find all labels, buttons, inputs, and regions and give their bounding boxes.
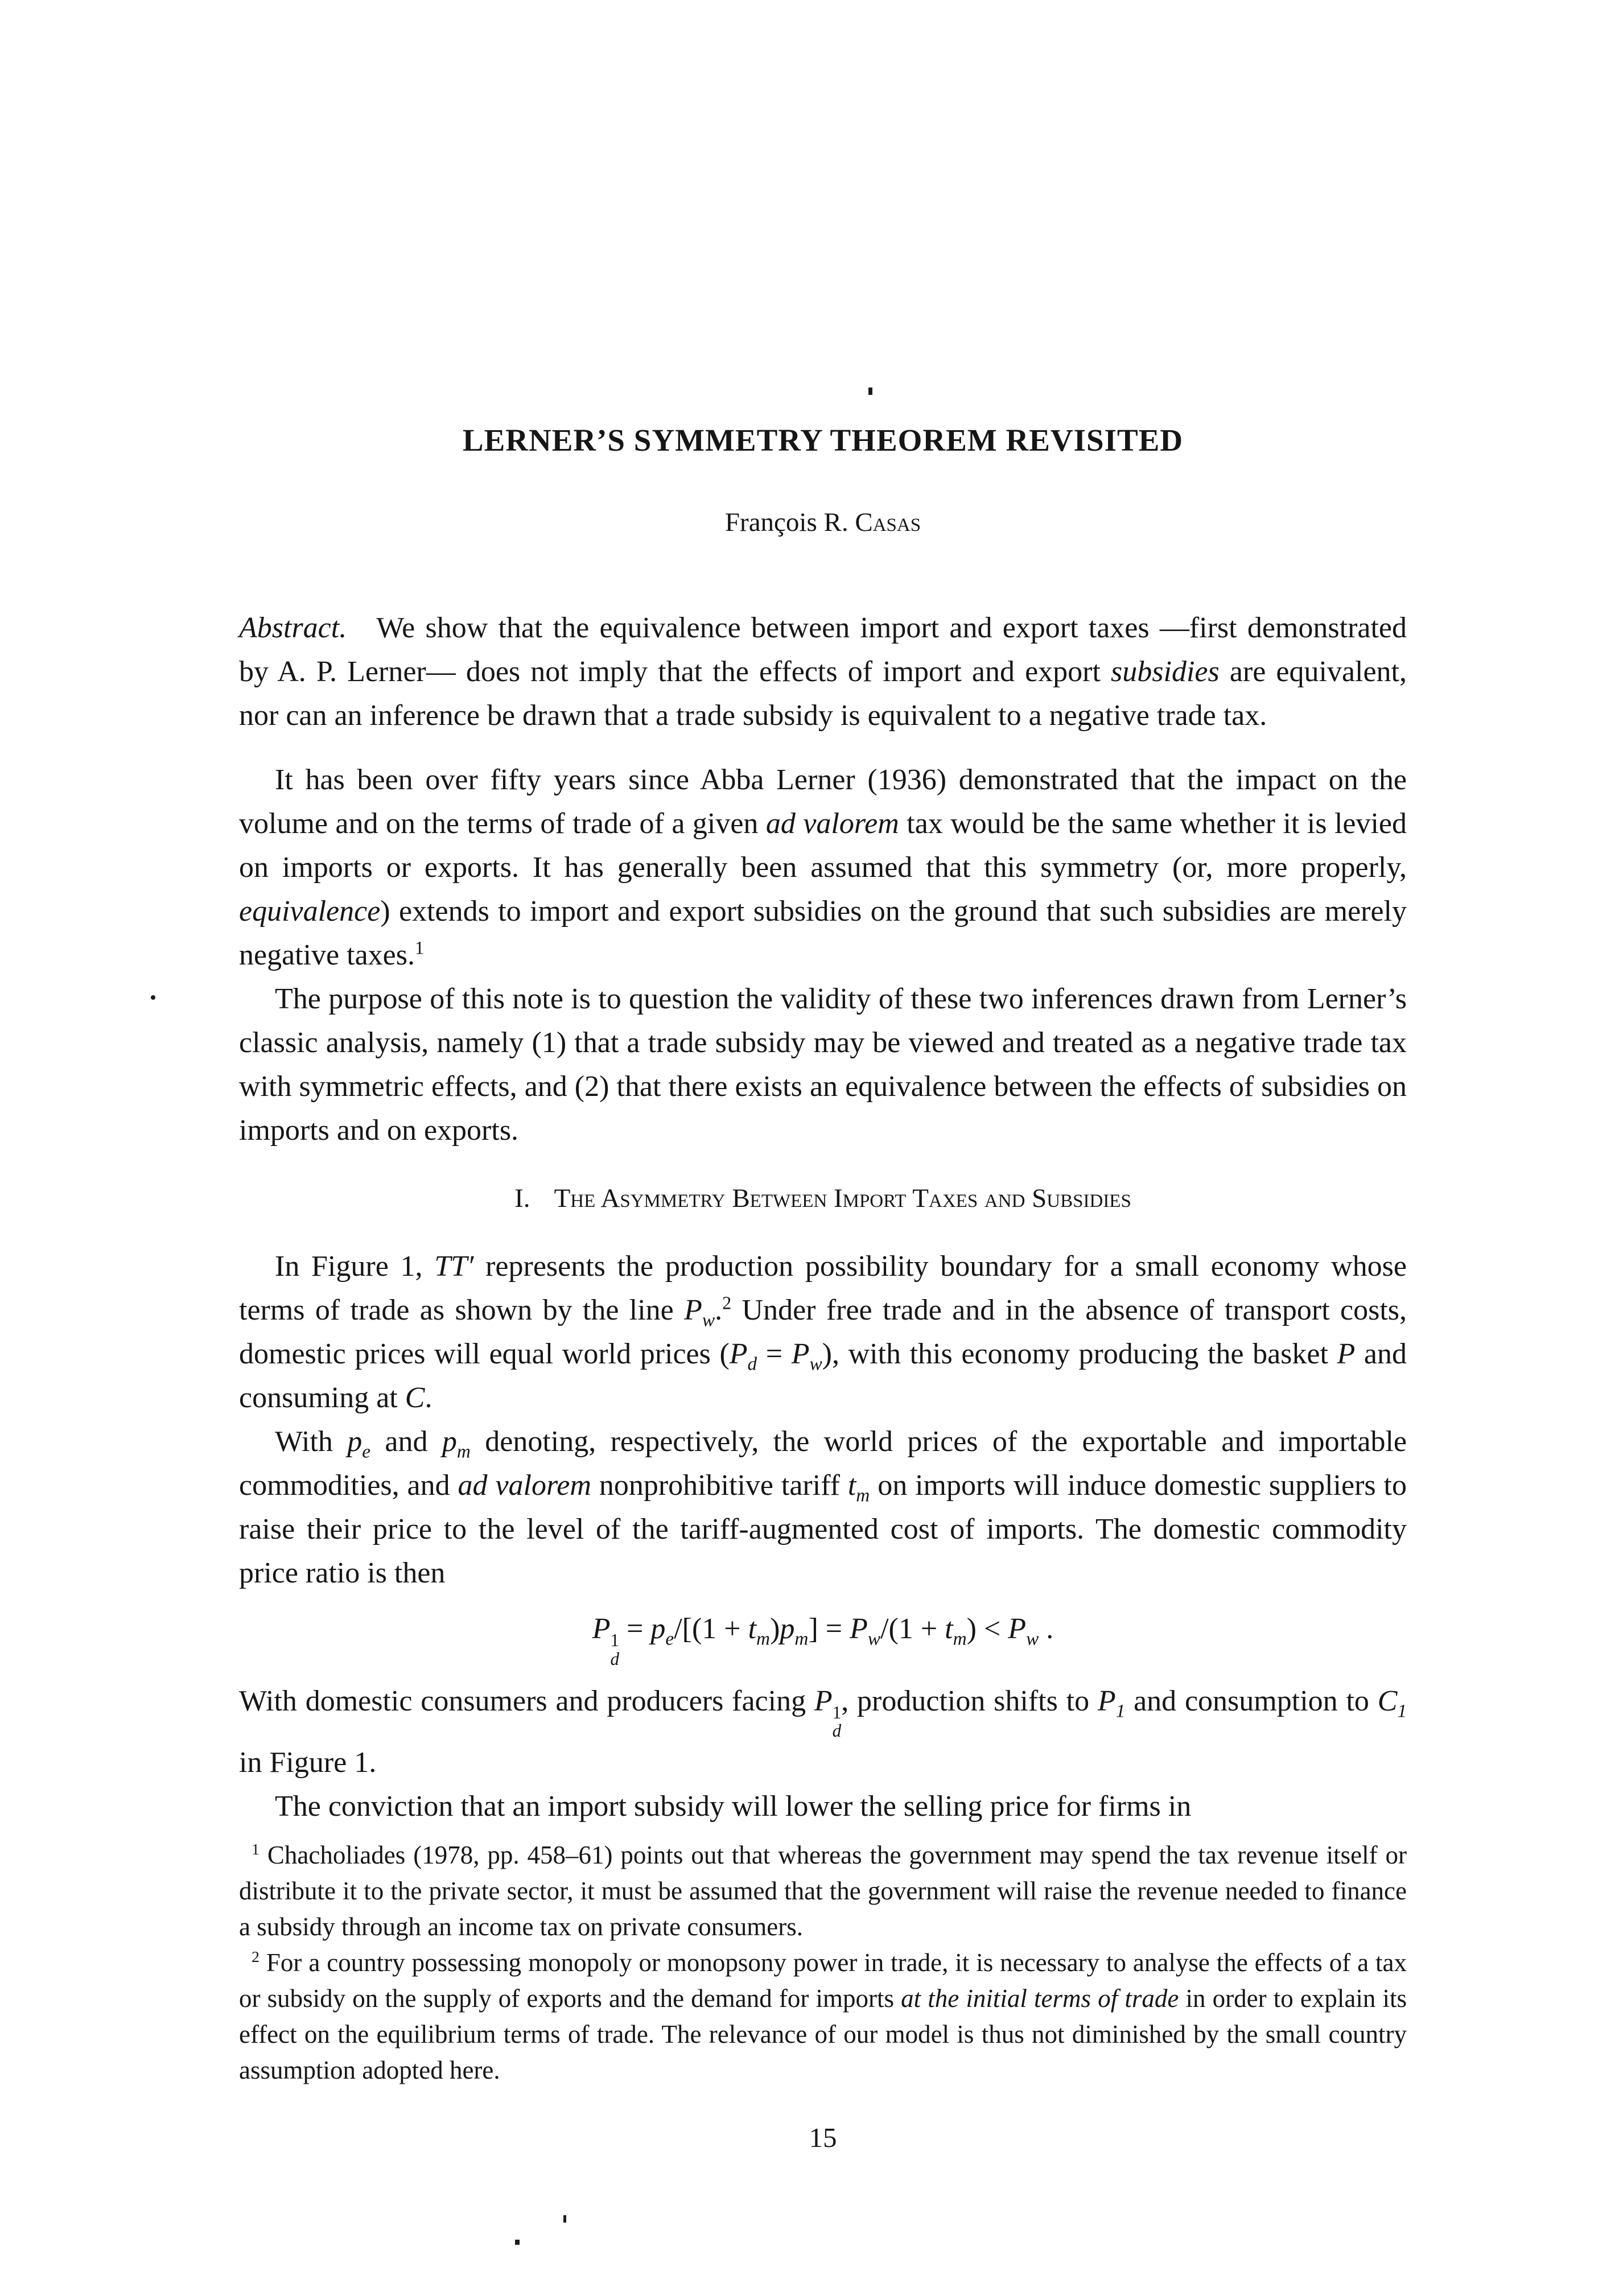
author-given-name: François R.	[724, 508, 855, 537]
price-ratio-equation: P 1 d = $p_e/[(1 + t_m)p_m] = P_w/(1 + t_m) < P_w$ .	[592, 1613, 1054, 1669]
author-surname: Casas	[855, 508, 921, 537]
section-1-paragraph-4: The conviction that an import subsidy will lower the selling price for firms in	[275, 1790, 1192, 1823]
section-1-paragraph-3: With domestic consumers and producers facing P 1 d , production shifts to $P_1$ and consumption to $C_1$ in Figure 1.	[239, 1684, 1407, 1779]
page-number: 15	[809, 2122, 837, 2154]
footnote-2: $^2$ For a country possessing monopoly or monopsony power in trade, it is necessary to analyse the effects of a tax or subsidy on the supply of exports and the demand for imports at the initial terms of trade in order to explain its effect on the equilibrium terms of trade. The relevance of our model is thus not diminished by the small country assumption adopted here.	[239, 1948, 1407, 2085]
abstract-paragraph: Abstract. We show that the equivalence between import and export taxes ––first demonstrated by A. P. Lerner— does not imply that the effects of import and export subsidies are equivalent, nor can an inference be drawn that a trade subsidy is equivalent to a negative trade tax.	[239, 612, 1407, 732]
body-paragraph-1: It has been over fifty years since Abba Lerner (1936) demonstrated that the impact on the volume and on the terms of trade of a given ad valorem tax would be the same whether it is levied on imports or exports. It has generally been assumed that this symmetry (or, more properly, equivalence) extends to import and export subsidies on the ground that such subsidies are merely negative taxes.$^1$	[239, 764, 1407, 971]
section-1-title: The Asymmetry Between Import Taxes and Subsidies	[554, 1184, 1131, 1213]
text-column	[239, 422, 1407, 2154]
section-1-heading	[239, 1183, 1407, 1214]
paper-title: LERNER’S SYMMETRY THEOREM REVISITED	[462, 423, 1184, 457]
section-1-paragraph-2: With $p_e$ and $p_m$ denoting, respectively, the world prices of the exportable and importable commodities, and ad valorem nonprohibitive tariff $t_m$ on imports will induce domestic suppliers to raise their price to the level of the tariff-augmented cost of imports. The domestic commodity price ratio is then	[239, 1425, 1407, 1589]
section-1-paragraph-1: In Figure 1, TT′ represents the production possibility boundary for a small economy whose terms of trade as shown by the line $P_w.^2$ Under free trade and in the absence of transport costs, domestic prices will equal world prices $(P_d = P_w)$, with this economy producing the basket P and consuming at C.	[239, 1250, 1407, 1414]
section-1-number: I.	[514, 1184, 530, 1213]
scan-artifact	[515, 2240, 520, 2245]
scan-artifact	[868, 388, 872, 395]
author-line	[239, 507, 1407, 538]
footnote-1: $^1$ Chacholiades (1978, pp. 458–61) points out that whereas the government may spend the tax revenue itself or distribute it to the private sector, it must be assumed that the government will raise the revenue needed to finance a subsidy through an income tax on private consumers.	[239, 1841, 1407, 1941]
footnotes-block	[239, 1837, 1407, 2088]
body-paragraph-2: The purpose of this note is to question the validity of these two inferences drawn from Lerner’s classic analysis, namely (1) that a trade subsidy may be viewed and treated as a negative trade tax with symmetric effects, and (2) that there exists an equivalence between the effects of subsidies on imports and on exports.	[239, 983, 1407, 1147]
scan-artifact	[563, 2215, 566, 2223]
scan-artifact	[151, 995, 155, 1000]
